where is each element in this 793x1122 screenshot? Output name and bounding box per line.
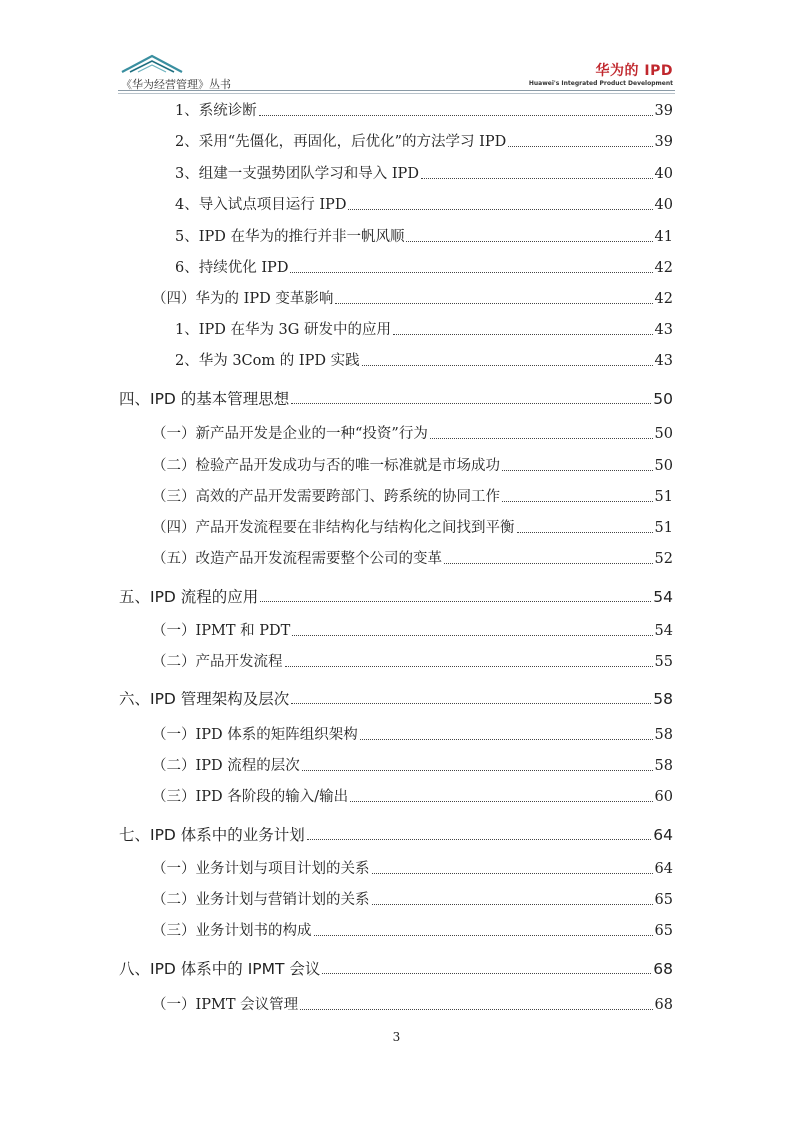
- toc-leader-dots: [430, 437, 653, 439]
- toc-entry-label: 6、持续优化 IPD: [175, 260, 289, 276]
- toc-entry-label: （一）业务计划与项目计划的关系: [152, 861, 370, 877]
- toc-entry-page: 42: [654, 260, 673, 276]
- toc-entry-page: 51: [654, 520, 673, 536]
- toc-entry-page: 65: [654, 923, 673, 939]
- toc-entry[interactable]: [152, 757, 673, 775]
- toc-leader-dots: [335, 302, 652, 304]
- toc-entry-label: 1、IPD 在华为 3G 研发中的应用: [175, 322, 391, 338]
- toc-leader-dots: [292, 634, 652, 636]
- toc-entry-label: 八、IPD 体系中的 IPMT 会议: [119, 960, 321, 978]
- toc-leader-dots: [300, 1008, 652, 1010]
- toc-leader-dots: [314, 934, 653, 936]
- toc-entry-page: 55: [654, 654, 673, 670]
- toc-entry[interactable]: [152, 996, 673, 1014]
- toc-entry[interactable]: [175, 259, 673, 277]
- toc-entry[interactable]: [152, 488, 673, 506]
- toc-entry-label: （一）新产品开发是企业的一种“投资”行为: [152, 426, 428, 442]
- toc-entry-page: 65: [654, 892, 673, 908]
- toc-entry-page: 68: [653, 960, 673, 978]
- toc-entry-page: 50: [654, 458, 673, 474]
- toc-entry-label: （三）IPD 各阶段的输入/输出: [152, 789, 349, 805]
- toc-leader-dots: [372, 903, 653, 905]
- toc-leader-dots: [421, 177, 653, 179]
- toc-entry[interactable]: [152, 425, 673, 443]
- toc-entry-label: （二）业务计划与营销计划的关系: [152, 892, 370, 908]
- toc-entry-page: 39: [654, 134, 673, 150]
- toc-entry[interactable]: [175, 165, 673, 183]
- toc-leader-dots: [322, 972, 651, 974]
- toc-entry-page: 54: [654, 623, 673, 639]
- toc-entry-page: 54: [653, 588, 673, 606]
- toc-entry-page: 50: [653, 390, 673, 408]
- page-header: [0, 0, 793, 100]
- toc-leader-dots: [360, 738, 653, 740]
- toc-leader-dots: [307, 838, 651, 840]
- toc-leader-dots: [406, 240, 652, 242]
- toc-entry[interactable]: [152, 788, 673, 806]
- toc-leader-dots: [260, 600, 651, 602]
- toc-leader-dots: [285, 665, 653, 667]
- toc-entry-label: 四、IPD 的基本管理思想: [119, 390, 290, 408]
- toc-leader-dots: [259, 114, 653, 116]
- toc-entry-label: （一）IPMT 和 PDT: [152, 623, 291, 639]
- toc-entry[interactable]: [119, 690, 673, 708]
- toc-entry-label: （二）IPD 流程的层次: [152, 758, 300, 774]
- toc-entry[interactable]: [175, 196, 673, 214]
- brand-subtitle: Huawei's Integrated Product Development: [528, 80, 673, 87]
- toc-entry-label: （五）改造产品开发流程需要整个公司的变革: [152, 551, 442, 567]
- toc-entry-page: 58: [653, 690, 673, 708]
- toc-leader-dots: [372, 872, 653, 874]
- toc-entry-label: 3、组建一支强势团队学习和导入 IPD: [175, 166, 419, 182]
- toc-entry-label: （二）产品开发流程: [152, 654, 283, 670]
- toc-entry[interactable]: [175, 228, 673, 246]
- toc-leader-dots: [393, 333, 653, 335]
- header-rule: [118, 90, 675, 91]
- toc-entry-label: 1、系统诊断: [175, 103, 257, 119]
- toc-entry[interactable]: [175, 321, 673, 339]
- toc-entry-label: （四）华为的 IPD 变革影响: [152, 291, 334, 307]
- series-title: 《华为经营管理》丛书: [121, 78, 231, 91]
- header-rule-thin: [118, 93, 675, 94]
- toc-entry-page: 68: [654, 997, 673, 1013]
- toc-entry-page: 58: [654, 727, 673, 743]
- toc-entry-page: 43: [654, 353, 673, 369]
- toc-entry-label: 七、IPD 体系中的业务计划: [119, 826, 305, 844]
- toc-entry-label: 4、导入试点项目运行 IPD: [175, 197, 347, 213]
- toc-entry-label: （二）检验产品开发成功与否的唯一标准就是市场成功: [152, 458, 500, 474]
- toc-entry-page: 42: [654, 291, 673, 307]
- toc-leader-dots: [302, 769, 653, 771]
- toc-leader-dots: [502, 469, 653, 471]
- toc-entry-label: （四）产品开发流程要在非结构化与结构化之间找到平衡: [152, 520, 515, 536]
- toc-entry[interactable]: [152, 726, 673, 744]
- book-logo-icon: [120, 54, 184, 74]
- toc-entry[interactable]: [152, 290, 673, 308]
- toc-entry[interactable]: [175, 133, 673, 151]
- toc-entry[interactable]: [119, 826, 673, 844]
- toc-entry-label: （一）IPMT 会议管理: [152, 997, 299, 1013]
- toc-leader-dots: [291, 702, 651, 704]
- toc-entry-page: 40: [654, 197, 673, 213]
- brand-title: 华为的 IPD: [595, 63, 673, 79]
- toc-entry-page: 50: [654, 426, 673, 442]
- toc-leader-dots: [517, 531, 653, 533]
- toc-entry[interactable]: [119, 960, 673, 978]
- toc-leader-dots: [290, 271, 652, 273]
- toc-leader-dots: [350, 800, 652, 802]
- toc-leader-dots: [508, 145, 652, 147]
- toc-leader-dots: [502, 500, 653, 502]
- page-number: 3: [392, 1030, 401, 1044]
- toc-entry-label: （三）高效的产品开发需要跨部门、跨系统的协同工作: [152, 489, 500, 505]
- toc-entry[interactable]: [152, 860, 673, 878]
- toc-leader-dots: [348, 208, 652, 210]
- toc-entry-label: 2、采用“先僵化，再固化，后优化”的方法学习 IPD: [175, 134, 507, 150]
- toc-entry[interactable]: [175, 352, 673, 370]
- toc-entry-label: 2、华为 3Com 的 IPD 实践: [175, 353, 360, 369]
- toc-entry[interactable]: [152, 922, 673, 940]
- toc-entry-page: 64: [653, 826, 673, 844]
- toc-entry[interactable]: [152, 519, 673, 537]
- toc-entry[interactable]: [119, 390, 673, 408]
- toc-leader-dots: [362, 364, 653, 366]
- toc-entry-page: 43: [654, 322, 673, 338]
- toc-entry[interactable]: [152, 891, 673, 909]
- toc-entry[interactable]: [175, 102, 673, 120]
- toc-entry-page: 51: [654, 489, 673, 505]
- toc-entry-page: 60: [654, 789, 673, 805]
- toc-entry-label: 五、IPD 流程的应用: [119, 588, 259, 606]
- toc-entry-label: （一）IPD 体系的矩阵组织架构: [152, 727, 358, 743]
- toc-entry-label: （三）业务计划书的构成: [152, 923, 312, 939]
- toc-entry-label: 六、IPD 管理架构及层次: [119, 690, 290, 708]
- toc-entry[interactable]: [152, 457, 673, 475]
- toc-entry-page: 58: [654, 758, 673, 774]
- toc-leader-dots: [444, 562, 653, 564]
- toc-entry-page: 64: [654, 861, 673, 877]
- toc-entry-page: 40: [654, 166, 673, 182]
- toc-entry[interactable]: [152, 653, 673, 671]
- toc-entry[interactable]: [152, 550, 673, 568]
- toc-leader-dots: [291, 402, 651, 404]
- toc-entry[interactable]: [152, 622, 673, 640]
- toc-entry-page: 41: [654, 229, 673, 245]
- toc-entry[interactable]: [119, 588, 673, 606]
- toc-entry-page: 39: [654, 103, 673, 119]
- toc-entry-label: 5、IPD 在华为的推行并非一帆风顺: [175, 229, 405, 245]
- toc-entry-page: 52: [654, 551, 673, 567]
